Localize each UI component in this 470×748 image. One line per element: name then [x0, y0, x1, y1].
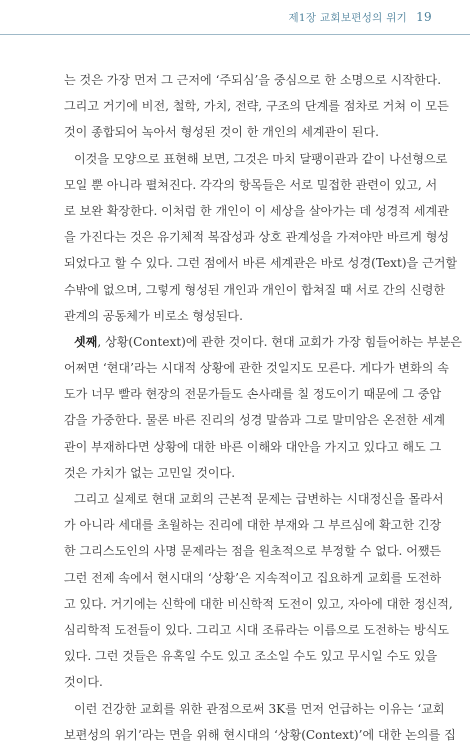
text-line — [64, 696, 445, 722]
text-line — [64, 617, 450, 643]
text-line — [64, 172, 438, 198]
text-line — [64, 407, 446, 433]
line-text: 것이다. — [64, 675, 103, 690]
line-text: 되었다고 할 수 있다. 그런 점에서 바른 세계관은 바로 성경(Text)을 근거할 — [64, 256, 458, 271]
line-text: 관계의 공동체가 비로소 형성된다. — [64, 308, 243, 323]
line-text: 는 것은 가장 먼저 그 근저에 ‘주되심’을 중심으로 한 소명으로 시작한다. — [64, 73, 442, 87]
line-text: 고 있다. 거기에는 신학에 대한 비신학적 도전이 있고, 자아에 대한 정신적, — [64, 596, 453, 611]
line-text: 로 보완 확장한다. 이처럼 한 개인이 이 세상을 살아가는 데 성경적 세계관 — [64, 203, 449, 218]
line-text: , 상황(Context)에 관한 것이다. 현대 교회가 가장 힘들어하는 부분은 — [97, 334, 462, 349]
line-text: 감을 가중한다. 물론 바른 진리의 성경 말씀과 그로 말미암은 온전한 세계 — [64, 413, 446, 428]
text-line — [64, 250, 458, 276]
text-line — [64, 303, 420, 329]
line-text: 관이 부재하다면 상황에 대한 바른 이해와 대안을 가지고 있다고 해도 그 — [64, 439, 442, 454]
line-text: 있다. 그런 것들은 유혹일 수도 있고 조소일 수도 있고 무시일 수도 있을 — [64, 649, 438, 664]
line-text: 수밖에 없으며, 그렇게 형성된 개인과 개인이 합쳐질 때 서로 간의 신령한 — [64, 282, 446, 297]
text-line — [64, 591, 453, 617]
line-text: 한 그리스도인의 사명 문제라는 점을 원초적으로 부정할 수 없다. 어쨌든 — [64, 544, 442, 559]
line-text: 그리고 실제로 현대 교회의 근본적 문제는 급변하는 시대정신을 몰라서 — [74, 492, 444, 506]
header-divider — [0, 34, 470, 35]
emphasis-label: 셋째 — [74, 334, 98, 349]
text-line — [64, 722, 456, 748]
text-line — [64, 146, 448, 172]
text-line — [64, 277, 446, 303]
text-line — [64, 93, 449, 119]
text-line — [64, 486, 444, 512]
line-text: 을 가진다는 것은 유기체적 복잡성과 상호 관계성을 가져야만 바르게 형성 — [64, 230, 450, 245]
line-text: 보편성의 위기’라는 면을 위해 현시대의 ‘상황(Context)’에 대한 논의를 집 — [64, 727, 456, 742]
line-text: 그리고 거기에 비전, 철학, 가치, 전략, 구조의 단계를 점차로 거쳐 이 모든 — [64, 99, 449, 114]
text-line — [64, 460, 420, 486]
text-line — [64, 669, 420, 695]
text-line — [64, 538, 442, 564]
text-line — [64, 381, 442, 407]
chapter-title: 제1장 교회보편성의 위기 — [288, 12, 408, 24]
line-text: 그런 전제 속에서 현시대의 ‘상황’은 지속적이고 집요하게 교회를 도전하 — [64, 570, 442, 585]
text-line — [64, 329, 462, 355]
line-text: 모일 뿐 아니라 펼쳐진다. 각각의 항목들은 서로 밀접한 관련이 있고, 서 — [64, 177, 438, 192]
text-line — [64, 224, 450, 250]
text-line — [64, 643, 438, 669]
text-line — [64, 512, 442, 538]
text-line — [64, 565, 442, 591]
running-header — [288, 10, 432, 25]
line-text: 심리학적 도전들이 있다. 그리고 시대 조류라는 이름으로 도전하는 방식도 — [64, 622, 450, 637]
body-text — [64, 67, 462, 748]
line-text: 것이 종합되어 녹아서 형성된 것이 한 개인의 세계관이 된다. — [64, 125, 379, 140]
text-line — [64, 355, 449, 381]
text-line — [64, 67, 442, 93]
page-number: 19 — [416, 10, 432, 24]
text-line — [64, 119, 420, 145]
text-line — [64, 434, 442, 460]
line-text: 이것을 모양으로 표현해 보면, 그것은 마치 달팽이관과 같이 나선형으로 — [74, 151, 448, 166]
line-text: 이런 건강한 교회를 위한 관점으로써 3K를 먼저 언급하는 이유는 ‘교회 — [74, 701, 445, 716]
line-text: 도가 너무 빨라 현장의 전문가들도 손사래를 칠 정도이기 때문에 그 중압 — [64, 387, 442, 402]
line-text: 가 아니라 세대를 초월하는 진리에 대한 부재와 그 부르심에 확고한 긴장 — [64, 518, 442, 533]
text-line — [64, 198, 449, 224]
line-text: 것은 가치가 없는 고민일 것이다. — [64, 465, 236, 480]
line-text: 어쩌면 ‘현대’라는 시대적 상황에 관한 것일지도 모른다. 게다가 변화의 속 — [64, 361, 449, 376]
